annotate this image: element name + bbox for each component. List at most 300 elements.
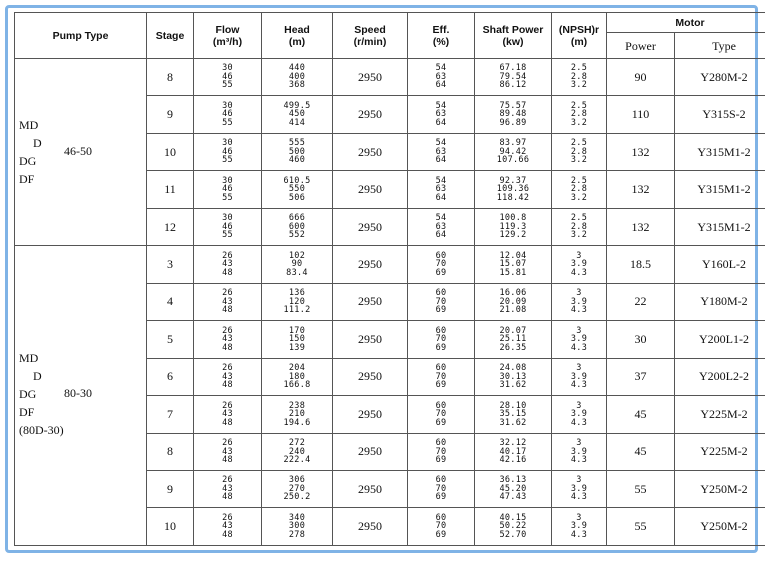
header-shaft-power-unit: (kw)	[502, 35, 524, 48]
npsh-cell	[552, 208, 607, 245]
speed-cell: 2950	[333, 283, 408, 320]
npsh-cell	[552, 96, 607, 133]
eff-cell-value: 60	[435, 438, 447, 448]
head-cell-value: 270	[288, 483, 306, 494]
shaft-power-cell-value: 15.07	[499, 259, 527, 270]
head-cell-value: 340	[288, 512, 306, 523]
flow-cell-value: 43	[222, 296, 233, 307]
head-cell-value: 111.2	[283, 305, 311, 316]
head-cell-value: 136	[288, 288, 306, 299]
flow-cell-value: 30	[222, 175, 233, 186]
npsh-cell-value: 3	[576, 288, 582, 299]
eff-cell	[408, 246, 475, 283]
shaft-power-cell	[475, 470, 552, 507]
eff-cell-value: 64	[435, 230, 447, 241]
shaft-power-cell-value: 86.12	[499, 80, 527, 91]
flow-cell	[194, 508, 262, 546]
motor-power-cell: 90	[607, 59, 675, 96]
head-cell	[262, 171, 333, 208]
shaft-power-cell	[475, 246, 552, 283]
header-row-1	[15, 13, 765, 33]
npsh-cell	[552, 171, 607, 208]
motor-power-cell: 132	[607, 133, 675, 170]
pump-model: 46-50	[64, 143, 92, 158]
eff-cell-value: 54	[435, 100, 447, 111]
flow-cell-value: 48	[222, 380, 233, 391]
header-speed	[333, 13, 408, 59]
header-flow-label: Flow	[215, 23, 240, 36]
eff-cell	[408, 470, 475, 507]
flow-cell-value: 55	[222, 80, 233, 91]
shaft-power-cell-value: 20.09	[499, 296, 527, 307]
header-eff-label: Eff.	[432, 23, 450, 36]
eff-cell-value: 70	[435, 371, 447, 382]
stage-cell: 5	[147, 321, 194, 358]
npsh-cell-value: 3	[576, 400, 582, 411]
head-cell-value: 150	[288, 334, 306, 345]
flow-cell-value: 30	[222, 100, 233, 111]
flow-cell	[194, 171, 262, 208]
flow-cell-value: 48	[222, 492, 233, 503]
shaft-power-cell	[475, 96, 552, 133]
head-cell-value: 272	[288, 438, 306, 448]
speed-cell: 2950	[333, 470, 408, 507]
shaft-power-cell-value: 89.48	[499, 109, 527, 120]
header-npsh	[552, 13, 607, 59]
head-cell	[262, 283, 333, 320]
motor-power-cell: 55	[607, 470, 675, 507]
pump-model: 80-30	[64, 386, 92, 401]
eff-cell	[408, 171, 475, 208]
stage-cell: 7	[147, 396, 194, 433]
header-eff	[408, 13, 475, 59]
head-cell-value: 204	[288, 363, 306, 374]
speed-cell: 2950	[333, 246, 408, 283]
flow-cell	[194, 358, 262, 395]
motor-type-cell: Y200L1-2	[675, 321, 765, 358]
spec-table-frame	[5, 5, 758, 553]
npsh-cell	[552, 396, 607, 433]
flow-cell-value: 55	[222, 230, 233, 241]
shaft-power-cell-value: 26.35	[499, 342, 527, 353]
shaft-power-cell-value: 35.15	[499, 409, 527, 420]
stage-cell: 3	[147, 246, 194, 283]
shaft-power-cell-value: 129.2	[499, 230, 527, 241]
npsh-cell-value: 2.5	[570, 100, 588, 111]
head-cell-value: 90	[291, 259, 303, 270]
npsh-cell-value: 3	[576, 512, 582, 523]
shaft-power-cell-value: 75.57	[499, 100, 527, 111]
npsh-cell	[552, 246, 607, 283]
shaft-power-cell-value: 15.81	[499, 267, 527, 278]
flow-cell-value: 48	[222, 342, 233, 353]
head-cell-value: 440	[288, 63, 306, 74]
speed-cell: 2950	[333, 208, 408, 245]
npsh-cell-value: 3	[576, 363, 582, 374]
eff-cell-value: 54	[435, 63, 447, 74]
head-cell-value: 555	[288, 138, 306, 149]
eff-cell	[408, 96, 475, 133]
eff-cell-value: 54	[435, 213, 447, 224]
motor-type-cell: Y250M-2	[675, 508, 765, 546]
header-npsh-unit: (m)	[570, 35, 588, 48]
eff-cell	[408, 59, 475, 96]
flow-cell-value: 26	[222, 288, 233, 299]
speed-cell: 2950	[333, 508, 408, 546]
motor-type-cell: Y250M-2	[675, 470, 765, 507]
head-cell-value: 166.8	[283, 380, 311, 391]
pump-spec-table	[14, 12, 765, 546]
npsh-cell-value: 3.9	[570, 371, 588, 382]
npsh-cell-value: 4.3	[570, 267, 588, 278]
pump-series-names	[19, 349, 64, 439]
eff-cell-value: 69	[435, 305, 447, 316]
npsh-cell-value: 3.9	[570, 521, 588, 532]
head-cell-value: 278	[288, 529, 306, 540]
flow-cell-value: 55	[222, 155, 233, 166]
header-head-label: Head	[284, 23, 310, 36]
motor-type-cell: Y315S-2	[675, 96, 765, 133]
flow-cell	[194, 133, 262, 170]
npsh-cell-value: 3.2	[570, 230, 588, 241]
stage-cell: 4	[147, 283, 194, 320]
shaft-power-cell	[475, 433, 552, 470]
head-cell	[262, 246, 333, 283]
npsh-cell-value: 3.9	[570, 296, 588, 307]
motor-power-cell: 132	[607, 208, 675, 245]
stage-cell: 11	[147, 171, 194, 208]
eff-cell-value: 70	[435, 483, 447, 494]
flow-cell-value: 30	[222, 63, 233, 74]
head-cell-value: 414	[288, 117, 306, 128]
head-cell	[262, 470, 333, 507]
stage-cell: 9	[147, 96, 194, 133]
eff-cell-value: 64	[435, 192, 447, 203]
npsh-cell-value: 4.3	[570, 492, 588, 503]
npsh-cell-value: 3.2	[570, 80, 588, 91]
npsh-cell-value: 2.5	[570, 175, 588, 186]
head-cell-value: 240	[288, 446, 306, 457]
eff-cell-value: 70	[435, 296, 447, 307]
header-pump-type: Pump Type	[15, 13, 147, 59]
flow-cell	[194, 396, 262, 433]
pump-series-name: D	[33, 369, 42, 384]
head-cell-value: 666	[288, 213, 306, 224]
eff-cell-value: 64	[435, 80, 447, 91]
head-cell-value: 499.5	[283, 100, 311, 111]
flow-cell-value: 26	[222, 250, 233, 261]
pump-series-name: DG	[19, 153, 37, 168]
head-cell	[262, 59, 333, 96]
stage-cell: 9	[147, 470, 194, 507]
flow-cell-value: 48	[222, 455, 233, 465]
pump-series-name: D	[33, 135, 42, 150]
flow-cell-value: 26	[222, 363, 233, 374]
header-shaft-power	[475, 13, 552, 59]
shaft-power-cell-value: 83.97	[499, 138, 527, 149]
head-cell	[262, 358, 333, 395]
motor-power-cell: 45	[607, 433, 675, 470]
flow-cell-value: 26	[222, 475, 233, 486]
npsh-cell	[552, 283, 607, 320]
motor-type-cell: Y315M1-2	[675, 133, 765, 170]
motor-type-cell: Y160L-2	[675, 246, 765, 283]
eff-cell-value: 60	[435, 475, 447, 486]
shaft-power-cell-value: 31.62	[499, 417, 527, 428]
npsh-cell-value: 2.5	[570, 138, 588, 149]
shaft-power-cell-value: 107.66	[496, 155, 530, 166]
npsh-cell-value: 2.8	[570, 184, 588, 195]
eff-cell-value: 60	[435, 400, 447, 411]
flow-cell-value: 48	[222, 267, 233, 278]
speed-cell: 2950	[333, 59, 408, 96]
stage-cell: 12	[147, 208, 194, 245]
motor-type-cell: Y180M-2	[675, 283, 765, 320]
head-cell-value: 306	[288, 475, 306, 486]
header-flow-unit: (m³/h)	[212, 35, 243, 48]
motor-type-cell: Y315M1-2	[675, 208, 765, 245]
shaft-power-cell	[475, 133, 552, 170]
flow-cell-value: 55	[222, 192, 233, 203]
eff-cell-value: 60	[435, 363, 447, 374]
shaft-power-cell	[475, 508, 552, 546]
npsh-cell-value: 2.5	[570, 63, 588, 74]
shaft-power-cell-value: 24.08	[499, 363, 527, 374]
table-row	[15, 59, 765, 96]
shaft-power-cell-value: 45.20	[499, 483, 527, 494]
flow-cell-value: 26	[222, 325, 233, 336]
eff-cell-value: 69	[435, 380, 447, 391]
eff-cell-value: 63	[435, 71, 447, 82]
motor-type-cell: Y200L2-2	[675, 358, 765, 395]
eff-cell-value: 70	[435, 446, 447, 457]
head-cell	[262, 208, 333, 245]
flow-cell-value: 46	[222, 221, 233, 232]
npsh-cell-value: 3.9	[570, 334, 588, 345]
flow-cell-value: 43	[222, 334, 233, 345]
shaft-power-cell-value: 109.36	[496, 184, 530, 195]
head-cell-value: 300	[288, 521, 306, 532]
head-cell-value: 120	[288, 296, 306, 307]
shaft-power-cell	[475, 321, 552, 358]
motor-type-cell: Y225M-2	[675, 396, 765, 433]
npsh-cell-value: 4.3	[570, 380, 588, 391]
eff-cell	[408, 133, 475, 170]
head-cell-value: 170	[288, 325, 306, 336]
shaft-power-cell-value: 40.17	[499, 446, 527, 457]
flow-cell	[194, 208, 262, 245]
head-cell-value: 83.4	[286, 267, 308, 278]
flow-cell-value: 46	[222, 184, 233, 195]
header-npsh-label: (NPSH)r	[558, 23, 600, 36]
header-speed-label: Speed	[354, 23, 386, 36]
eff-cell	[408, 358, 475, 395]
eff-cell-value: 63	[435, 184, 447, 195]
speed-cell: 2950	[333, 133, 408, 170]
motor-type-cell: Y280M-2	[675, 59, 765, 96]
flow-cell-value: 26	[222, 400, 233, 411]
flow-cell-value: 46	[222, 146, 233, 157]
flow-cell-value: 30	[222, 213, 233, 224]
header-motor: Motor	[607, 13, 765, 33]
npsh-cell	[552, 508, 607, 546]
stage-cell: 8	[147, 433, 194, 470]
eff-cell-value: 64	[435, 155, 447, 166]
pump-series-name: MD	[19, 117, 39, 132]
pump-series-name: DG	[19, 387, 37, 402]
shaft-power-cell-value: 92.37	[499, 175, 527, 186]
speed-cell: 2950	[333, 321, 408, 358]
eff-cell-value: 70	[435, 334, 447, 345]
shaft-power-cell-value: 67.18	[499, 63, 527, 74]
npsh-cell-value: 4.3	[570, 529, 588, 540]
npsh-cell-value: 3.2	[570, 117, 588, 128]
flow-cell-value: 43	[222, 409, 233, 420]
motor-power-cell: 37	[607, 358, 675, 395]
motor-power-cell: 132	[607, 171, 675, 208]
head-cell-value: 460	[288, 155, 306, 166]
header-head-unit: (m)	[288, 35, 306, 48]
shaft-power-cell-value: 40.15	[499, 512, 527, 523]
pump-series-names	[19, 116, 42, 188]
motor-power-cell: 30	[607, 321, 675, 358]
npsh-cell-value: 2.8	[570, 109, 588, 120]
flow-cell-value: 48	[222, 529, 233, 540]
speed-cell: 2950	[333, 433, 408, 470]
flow-cell-value: 43	[222, 521, 233, 532]
eff-cell-value: 60	[435, 288, 447, 299]
npsh-cell	[552, 433, 607, 470]
eff-cell-value: 54	[435, 175, 447, 186]
shaft-power-cell	[475, 283, 552, 320]
npsh-cell-value: 3.2	[570, 155, 588, 166]
npsh-cell	[552, 470, 607, 507]
head-cell-value: 238	[288, 400, 306, 411]
speed-cell: 2950	[333, 96, 408, 133]
header-speed-unit: (r/min)	[353, 35, 387, 48]
stage-cell: 10	[147, 508, 194, 546]
head-cell	[262, 321, 333, 358]
eff-cell-value: 69	[435, 417, 447, 428]
eff-cell	[408, 283, 475, 320]
speed-cell: 2950	[333, 358, 408, 395]
shaft-power-cell	[475, 396, 552, 433]
shaft-power-cell-value: 31.62	[499, 380, 527, 391]
flow-cell	[194, 59, 262, 96]
head-cell-value: 194.6	[283, 417, 311, 428]
npsh-cell-value: 4.3	[570, 305, 588, 316]
head-cell-value: 550	[288, 184, 306, 195]
npsh-cell-value: 4.3	[570, 455, 588, 465]
shaft-power-cell-value: 50.22	[499, 521, 527, 532]
motor-power-cell: 45	[607, 396, 675, 433]
flow-cell-value: 55	[222, 117, 233, 128]
eff-cell-value: 60	[435, 325, 447, 336]
flow-cell	[194, 433, 262, 470]
shaft-power-cell-value: 12.04	[499, 250, 527, 261]
head-cell-value: 250.2	[283, 492, 311, 503]
head-cell-value: 210	[288, 409, 306, 420]
eff-cell-value: 60	[435, 250, 447, 261]
head-cell	[262, 508, 333, 546]
flow-cell	[194, 283, 262, 320]
head-cell	[262, 133, 333, 170]
shaft-power-cell-value: 30.13	[499, 371, 527, 382]
shaft-power-cell-value: 25.11	[499, 334, 527, 345]
npsh-cell-value: 3	[576, 325, 582, 336]
eff-cell	[408, 508, 475, 546]
npsh-cell-value: 4.3	[570, 342, 588, 353]
flow-cell	[194, 96, 262, 133]
shaft-power-cell-value: 36.13	[499, 475, 527, 486]
head-cell-value: 610.5	[283, 175, 311, 186]
head-cell-value: 450	[288, 109, 306, 120]
speed-cell: 2950	[333, 396, 408, 433]
shaft-power-cell-value: 47.43	[499, 492, 527, 503]
stage-cell: 10	[147, 133, 194, 170]
motor-power-cell: 55	[607, 508, 675, 546]
head-cell-value: 139	[288, 342, 306, 353]
shaft-power-cell-value: 16.06	[499, 288, 527, 299]
npsh-cell-value: 3	[576, 250, 582, 261]
pump-series-name: (80D-30)	[19, 423, 64, 438]
flow-cell-value: 43	[222, 259, 233, 270]
pump-series-name: MD	[19, 351, 39, 366]
motor-power-cell: 22	[607, 283, 675, 320]
eff-cell-value: 63	[435, 146, 447, 157]
eff-cell-value: 63	[435, 221, 447, 232]
shaft-power-cell-value: 21.08	[499, 305, 527, 316]
flow-cell	[194, 470, 262, 507]
head-cell-value: 368	[288, 80, 306, 91]
head-cell-value: 500	[288, 146, 306, 157]
npsh-cell-value: 3.2	[570, 192, 588, 203]
flow-cell-value: 43	[222, 483, 233, 494]
flow-cell	[194, 246, 262, 283]
speed-cell: 2950	[333, 171, 408, 208]
head-cell	[262, 96, 333, 133]
flow-cell-value: 43	[222, 371, 233, 382]
eff-cell-value: 69	[435, 342, 447, 353]
shaft-power-cell-value: 96.89	[499, 117, 527, 128]
npsh-cell	[552, 59, 607, 96]
eff-cell-value: 70	[435, 521, 447, 532]
head-cell-value: 180	[288, 371, 306, 382]
shaft-power-cell-value: 52.70	[499, 529, 527, 540]
shaft-power-cell-value: 42.16	[499, 455, 527, 465]
flow-cell-value: 26	[222, 438, 233, 448]
flow-cell-value: 30	[222, 138, 233, 149]
eff-cell-value: 70	[435, 259, 447, 270]
motor-type-cell: Y315M1-2	[675, 171, 765, 208]
npsh-cell-value: 3.9	[570, 483, 588, 494]
eff-cell-value: 69	[435, 455, 447, 465]
eff-cell-value: 64	[435, 117, 447, 128]
flow-cell	[194, 321, 262, 358]
head-cell-value: 222.4	[283, 455, 311, 465]
header-eff-unit: (%)	[432, 35, 450, 48]
shaft-power-cell-value: 94.42	[499, 146, 527, 157]
npsh-cell	[552, 133, 607, 170]
header-shaft-power-label: Shaft Power	[482, 23, 544, 36]
table-row	[15, 246, 765, 283]
head-cell-value: 600	[288, 221, 306, 232]
npsh-cell-value: 4.3	[570, 417, 588, 428]
eff-cell-value: 60	[435, 512, 447, 523]
motor-power-cell: 18.5	[607, 246, 675, 283]
head-cell	[262, 396, 333, 433]
pump-type-cell	[15, 246, 147, 546]
